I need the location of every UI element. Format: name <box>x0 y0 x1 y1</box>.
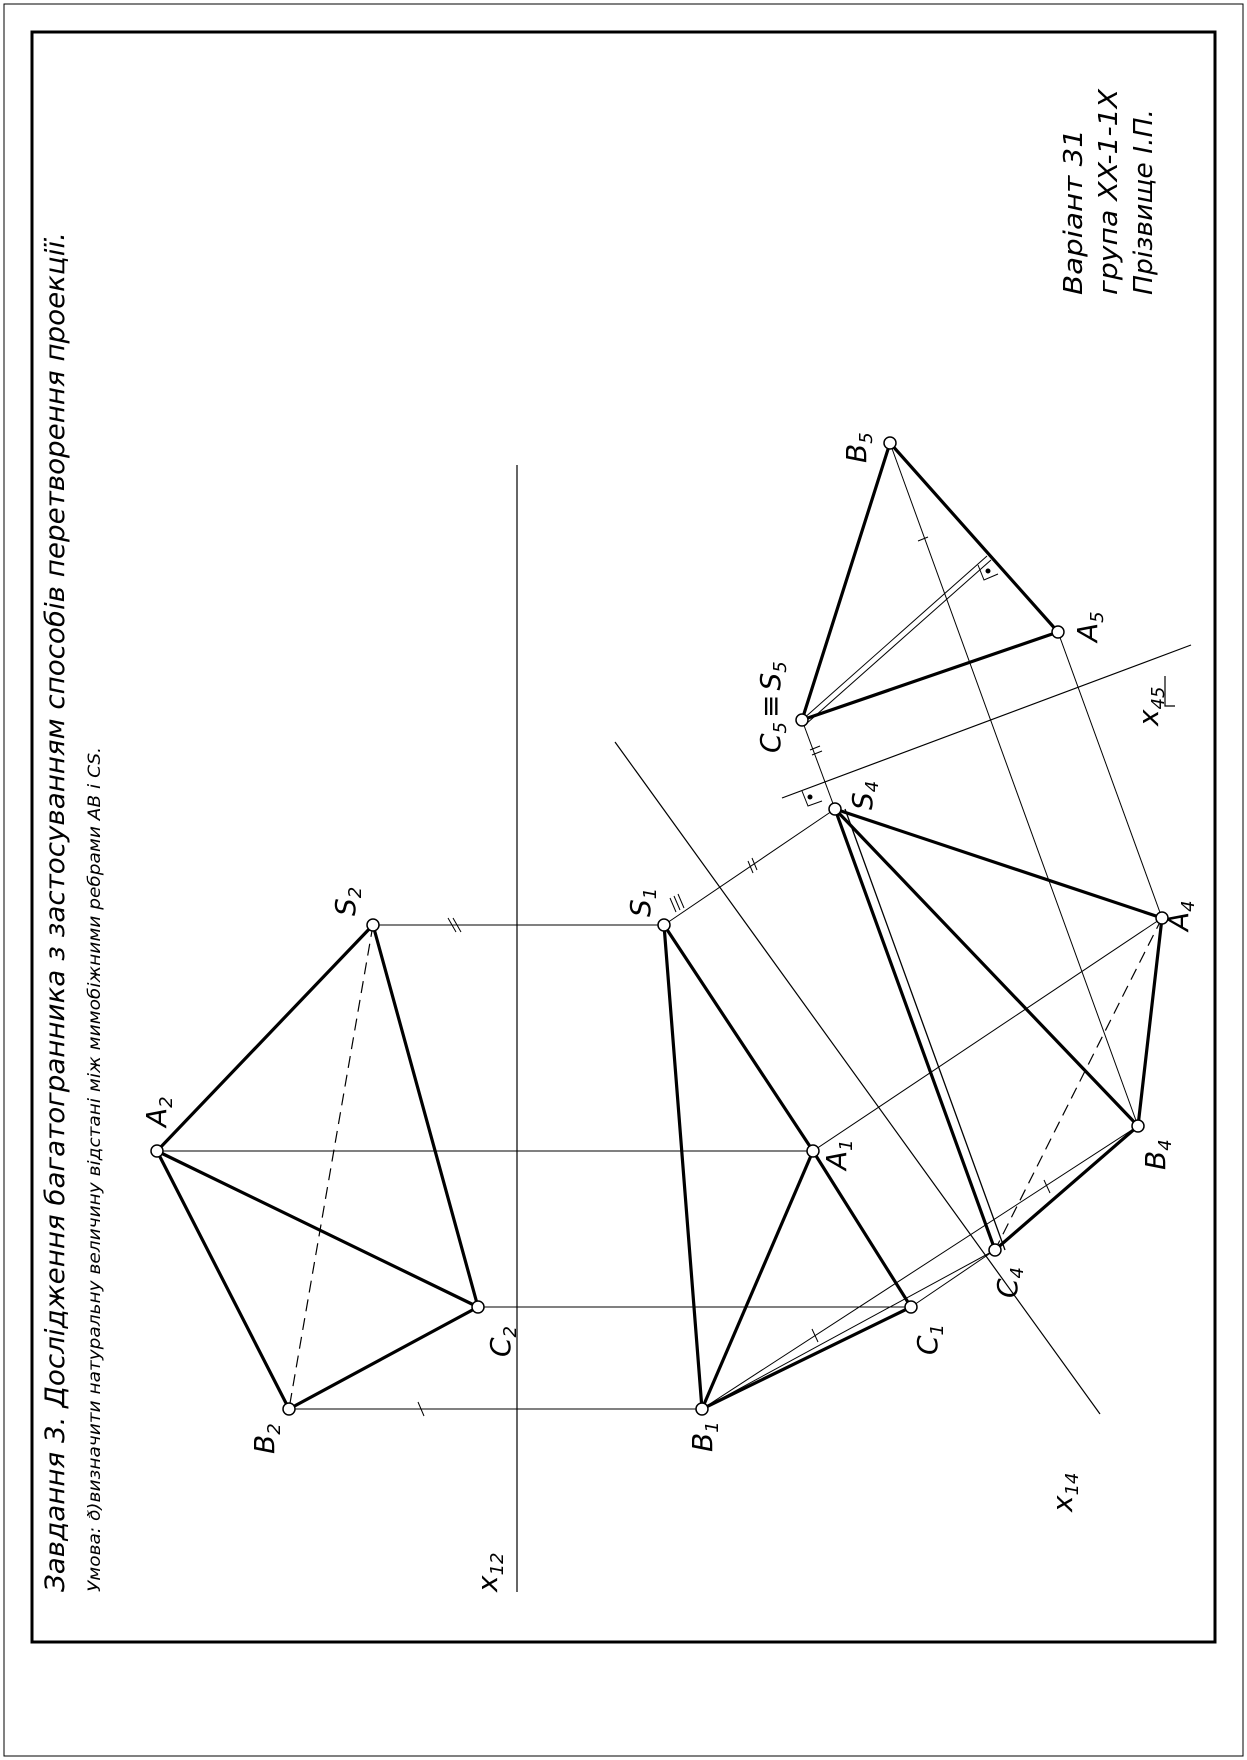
label-A5 <box>1071 611 1108 644</box>
label-B5 <box>840 432 877 463</box>
label-x12 <box>471 1553 508 1593</box>
edge-S1A1 <box>664 925 813 1151</box>
svg-text:B5: $B_5$ <box>840 432 877 463</box>
label-B2 <box>248 1423 285 1454</box>
stamp-group: група XX-1-1X <box>1094 105 1124 295</box>
svg-text:C5≡S5: $C_5\equiv S_5$ <box>754 661 791 753</box>
vertex-S2 <box>367 919 379 931</box>
vertex-C1 <box>905 1301 917 1313</box>
svg-text:x12: $x_{12}$ <box>471 1552 508 1592</box>
edge-B4C4 <box>995 1126 1138 1250</box>
label-C5-S5 <box>754 661 791 753</box>
vertex-A1 <box>807 1145 819 1157</box>
link-line-B45 <box>890 443 1138 1126</box>
edge-S4C4 <box>835 809 995 1250</box>
link-line-S14 <box>664 809 835 925</box>
link-line-C14 <box>911 1250 995 1307</box>
svg-text:A2: $A_2$ <box>140 1096 177 1127</box>
drawing-frame <box>32 32 1215 1642</box>
label-B4 <box>1139 1139 1176 1170</box>
vertex-B2 <box>283 1403 295 1415</box>
link-line-A14 <box>813 918 1162 1151</box>
svg-text:C4: $C_4$ <box>991 1266 1028 1298</box>
label-x45 <box>1132 687 1169 727</box>
edge-S1B1 <box>664 925 702 1409</box>
thin-edges <box>702 809 1005 1409</box>
edge-S2C2 <box>373 925 478 1307</box>
vertex-S4 <box>829 803 841 815</box>
helper-line-B1C4 <box>702 1250 995 1409</box>
vertex-A2 <box>151 1145 163 1157</box>
edge-B5A5 <box>890 443 1058 632</box>
vertex-C5 <box>796 714 808 726</box>
edge-A2C2 <box>157 1151 478 1307</box>
axis-x45-line <box>782 645 1191 798</box>
stamp-surname: Прізвище І.П. <box>1129 113 1159 295</box>
edge-S4B4 <box>835 809 1138 1126</box>
label-S2 <box>329 887 366 916</box>
svg-text:C1: $C_1$ <box>911 1323 948 1355</box>
label-A2 <box>140 1096 177 1129</box>
edge-B2C2 <box>289 1307 478 1409</box>
label-x14 <box>1046 1473 1083 1513</box>
edge-B5C5 <box>802 443 890 720</box>
svg-text:B4: $B_4$ <box>1139 1139 1176 1170</box>
label-S1 <box>624 888 661 917</box>
distance-line-b <box>806 560 991 724</box>
stamp-block <box>1059 88 1159 295</box>
svg-text:x45: $x_{45}$ <box>1132 686 1169 726</box>
svg-text:A1: $A_1$ <box>820 1139 857 1170</box>
title-block <box>40 232 105 1592</box>
vertex-B4 <box>1132 1120 1144 1132</box>
task-title: Завдання 3. Дослідження багатогранника з застосуванням способів перетворення проекції. <box>40 267 71 1592</box>
label-S4 <box>846 781 883 810</box>
hidden-edges <box>289 918 1162 1409</box>
edge-B1A1-thin <box>702 1151 813 1409</box>
svg-text:S4: $S_4$ <box>846 780 883 810</box>
vertex-C4 <box>989 1244 1001 1256</box>
label-A4 <box>1162 900 1199 933</box>
sheet-trim-border <box>4 4 1243 1756</box>
task-condition: Умова: ð)визначити натуральну величину відстані між мимобіжними ребрами AB і CS. <box>85 816 105 1592</box>
svg-text:B1: $B_1$ <box>686 1421 723 1452</box>
hidden-edge-A4C4 <box>995 918 1162 1250</box>
svg-text:C2: $C_2$ <box>484 1325 521 1357</box>
edge-A4B4 <box>1138 918 1162 1126</box>
label-A1 <box>820 1139 857 1172</box>
distance-line-a <box>802 556 987 720</box>
svg-text:A4: $A_4$ <box>1162 900 1199 931</box>
svg-text:S2: $S_2$ <box>329 886 366 916</box>
vertex-B1 <box>696 1403 708 1415</box>
link-line-S45 <box>802 720 835 809</box>
edge-A1C1 <box>813 1151 911 1307</box>
label-C2 <box>484 1326 521 1357</box>
edge-S4A4 <box>835 809 1162 918</box>
stamp-variant: Варіант 31 <box>1059 148 1089 295</box>
edge-A2B2 <box>157 1151 289 1409</box>
svg-text:x14: $x_{14}$ <box>1046 1472 1083 1512</box>
vertex-C2 <box>472 1301 484 1313</box>
vertex-A5 <box>1052 626 1064 638</box>
vertex-S1 <box>658 919 670 931</box>
edge-B1C1 <box>702 1307 911 1409</box>
svg-text:B2: $B_2$ <box>248 1423 285 1454</box>
link-line-B14 <box>702 1126 1138 1409</box>
vertex-B5 <box>884 437 896 449</box>
label-B1 <box>686 1421 723 1452</box>
edge-S4C4-inner <box>845 809 1005 1250</box>
svg-text:A5: $A_5$ <box>1071 611 1108 642</box>
edge-A2S2 <box>157 925 373 1151</box>
label-C1 <box>911 1324 948 1355</box>
edge-A5C5 <box>802 632 1058 720</box>
svg-text:S1: $S_1$ <box>624 887 661 917</box>
